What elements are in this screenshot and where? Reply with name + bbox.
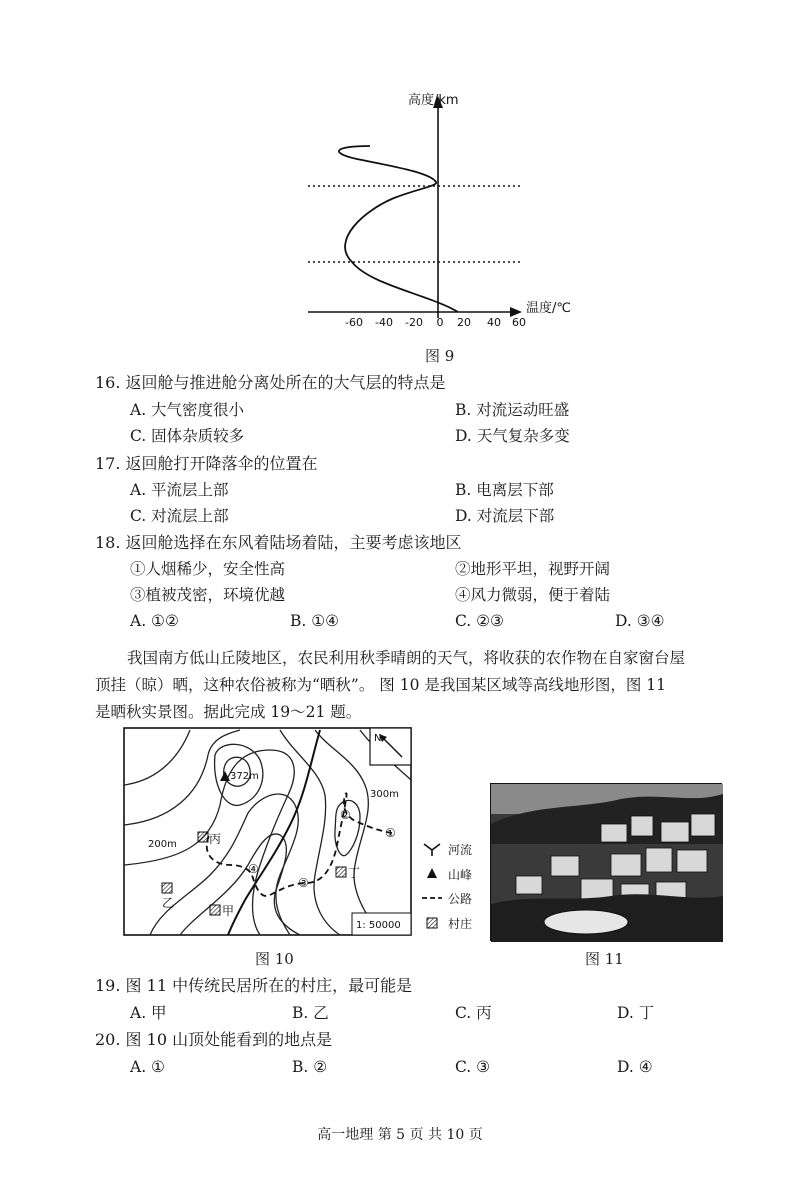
point-label: ① — [385, 826, 396, 840]
q18-option-d[interactable]: D. ③④ — [615, 612, 665, 630]
q17-option-a[interactable]: A. 平流层上部 — [130, 481, 229, 499]
peak-legend-icon — [427, 868, 437, 878]
y-axis-label: 高度/km — [408, 93, 459, 108]
village-marker-yi — [162, 883, 172, 893]
question-number: 20. — [95, 1030, 121, 1049]
q20-option-c[interactable]: C. ③ — [455, 1058, 491, 1076]
q17-option-b[interactable]: B. 电离层下部 — [455, 481, 554, 499]
q16-option-a[interactable]: A. 大气密度很小 — [130, 401, 245, 419]
question-stem: 返回舱打开降落伞的位置在 — [125, 454, 318, 473]
q19-option-b[interactable]: B. 乙 — [292, 1004, 329, 1022]
tick-label: 60 — [512, 316, 526, 329]
village-label: 丁 — [348, 866, 361, 880]
q16-option-c[interactable]: C. 固体杂质较多 — [130, 427, 245, 445]
figure-10-contour-map — [120, 725, 415, 940]
q20-option-b[interactable]: B. ② — [292, 1058, 328, 1076]
village-label: 甲 — [222, 904, 235, 918]
question-stem: 图 10 山顶处能看到的地点是 — [125, 1030, 333, 1049]
question-19 — [95, 976, 412, 996]
tick-label: 0 — [436, 316, 444, 329]
passage-line: 是晒秋实景图。据此完成 19～21 题。 — [95, 703, 362, 721]
point-label: ③ — [298, 876, 309, 890]
q18-option-b[interactable]: B. ①④ — [290, 612, 340, 630]
legend-label: 村庄 — [448, 917, 473, 931]
tick-label: -40 — [375, 316, 393, 329]
x-axis-label: 温度/℃ — [526, 301, 571, 316]
q20-option-d[interactable]: D. ④ — [617, 1058, 653, 1076]
figure-10-caption: 图 10 — [255, 950, 294, 968]
north-label: N — [374, 733, 382, 744]
q18-option-c[interactable]: C. ②③ — [455, 612, 504, 630]
figure-11-photo — [490, 783, 722, 941]
passage — [95, 645, 735, 726]
village-label: 丙 — [209, 832, 222, 846]
peak-label: 372m — [230, 771, 259, 782]
contour-label-200: 200m — [148, 839, 177, 850]
map-legend — [420, 838, 490, 938]
q16-option-b[interactable]: B. 对流运动旺盛 — [455, 401, 570, 419]
question-number: 18. — [95, 533, 121, 552]
point-label: ④ — [248, 862, 259, 876]
question-number: 19. — [95, 976, 121, 995]
q19-option-a[interactable]: A. 甲 — [130, 1004, 167, 1022]
tick-label: -60 — [345, 316, 363, 329]
question-18 — [95, 533, 462, 553]
tick-label: -20 — [405, 316, 423, 329]
question-17 — [95, 454, 318, 474]
passage-line: 我国南方低山丘陵地区，农民利用秋季晴朗的天气，将收获的农作物在自家窗台屋 — [127, 649, 686, 667]
x-axis-ticks — [345, 316, 526, 329]
q18-statement-3: ③植被茂密，环境优越 — [130, 586, 286, 604]
village-marker-jia — [210, 905, 220, 915]
point-label: ② — [340, 808, 351, 822]
temperature-curve — [339, 146, 458, 312]
q18-statement-4: ④风力微弱，便于着陆 — [455, 586, 611, 604]
village-label: 乙 — [162, 896, 175, 910]
question-20 — [95, 1030, 332, 1050]
q16-option-d[interactable]: D. 天气复杂多变 — [455, 427, 570, 445]
question-number: 17. — [95, 454, 121, 473]
q19-option-c[interactable]: C. 丙 — [455, 1004, 492, 1022]
q17-option-c[interactable]: C. 对流层上部 — [130, 507, 229, 525]
village-photo-illustration — [491, 784, 723, 942]
q18-option-a[interactable]: A. ①② — [130, 612, 179, 630]
tick-label: 20 — [457, 316, 471, 329]
page-footer: 高一地理 第 5 页 共 10 页 — [317, 1127, 483, 1143]
q19-option-d[interactable]: D. 丁 — [617, 1004, 655, 1022]
q17-option-d[interactable]: D. 对流层下部 — [455, 507, 555, 525]
figure-9-caption: 图 9 — [425, 347, 455, 365]
question-16 — [95, 373, 446, 393]
q20-option-a[interactable]: A. ① — [130, 1058, 165, 1076]
legend-label: 山峰 — [448, 868, 473, 882]
question-stem: 返回舱与推进舱分离处所在的大气层的特点是 — [125, 373, 446, 392]
river-legend-icon — [424, 844, 440, 856]
passage-line: 顶挂（晾）晒，这种农俗被称为“晒秋”。 图 10 是我国某区域等高线地形图，图 11 — [95, 676, 667, 694]
contour-label-300: 300m — [370, 789, 399, 800]
scale-label: 1: 50000 — [356, 920, 401, 931]
q18-statement-2: ②地形平坦，视野开阔 — [455, 560, 611, 578]
village-legend-icon — [427, 918, 437, 928]
village-marker-ding — [336, 867, 346, 877]
question-stem: 返回舱选择在东风着陆场着陆，主要考虑该地区 — [125, 533, 462, 552]
figure-9-temperature-profile — [290, 90, 571, 340]
legend-label: 公路 — [448, 892, 473, 906]
figure-11-caption: 图 11 — [585, 950, 624, 968]
legend-label: 河流 — [448, 843, 473, 857]
q18-statement-1: ①人烟稀少，安全性高 — [130, 560, 286, 578]
question-stem: 图 11 中传统民居所在的村庄，最可能是 — [125, 976, 413, 995]
village-marker-bing — [198, 832, 208, 842]
question-number: 16. — [95, 373, 121, 392]
tick-label: 40 — [487, 316, 501, 329]
